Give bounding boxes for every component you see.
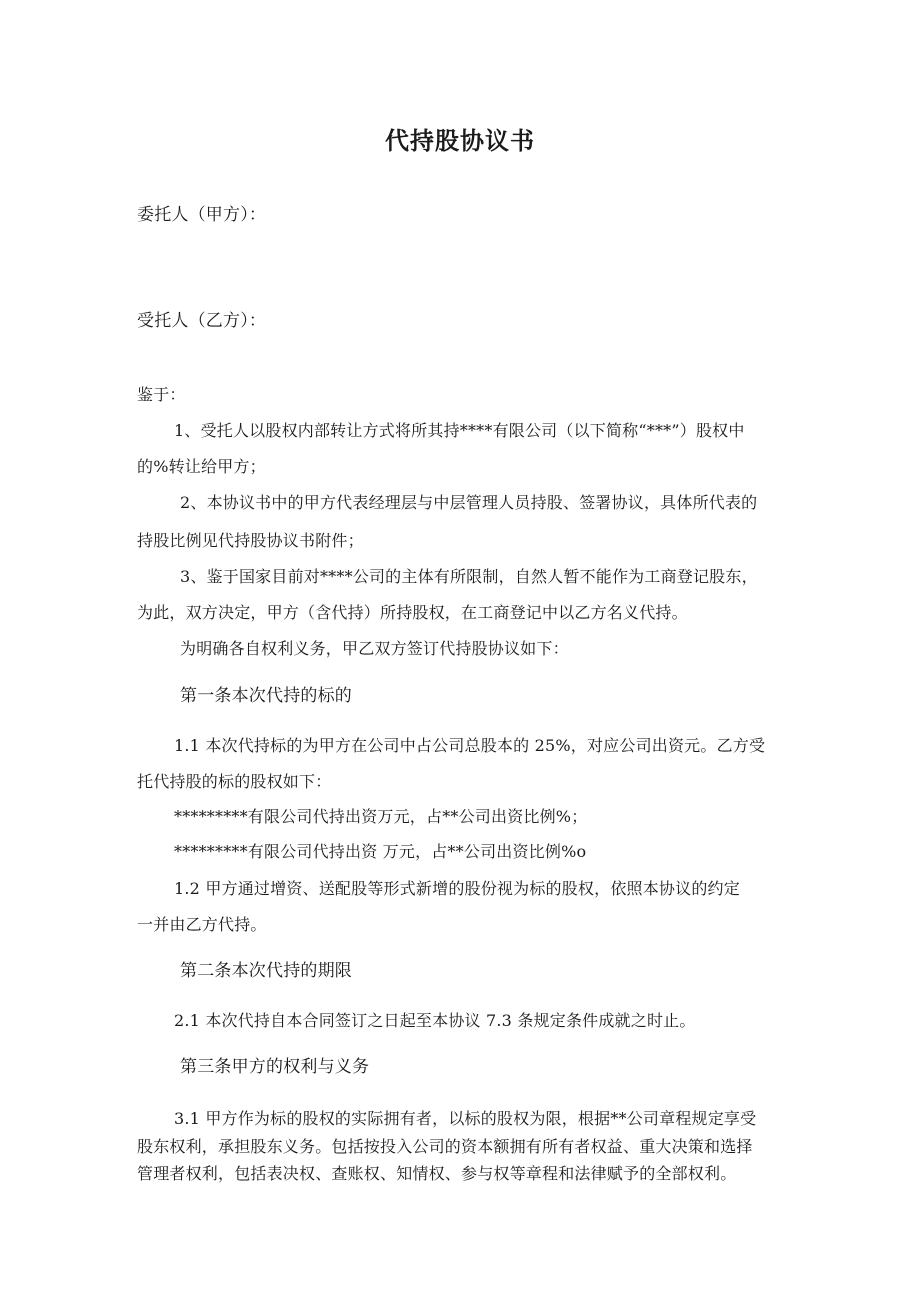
article-1-heading: 第一条本次代持的标的 [180, 686, 352, 706]
clause-3-1-line-3: 管理者权利，包括表决权、查账权、知情权、参与权等章程和法律赋予的全部权利。 [137, 1164, 737, 1183]
recital-3-line-2: 为此，双方决定，甲方（含代持）所持股权，在工商登记中以乙方名义代持。 [137, 603, 688, 622]
recital-3-line-1: 3、鉴于国家目前对****公司的主体有所限制，自然人暂不能作为工商登记股东， [180, 567, 758, 586]
clause-3-1-line-2: 股东权利，承担股东义务。包括按投入公司的资本额拥有所有者权益、重大决策和选择 [137, 1137, 753, 1156]
recital-2-line-2: 持股比例见代持股协议书附件； [137, 531, 364, 550]
recital-1-line-1: 1、受托人以股权内部转让方式将所其持****有限公司（以下简称“***”）股权中 [174, 421, 745, 440]
holding-item-2: *********有限公司代持出资 万元，占**公司出资比例%o [174, 842, 587, 861]
party-b-label: 受托人（乙方）： [137, 311, 267, 331]
holding-item-1: *********有限公司代持出资万元，占**公司出资比例%； [174, 807, 588, 826]
document-title: 代持股协议书 [385, 127, 535, 155]
clause-1-2-line-1: 1.2 甲方通过增资、送配股等形式新增的股份视为标的股权，依照本协议的约定 [174, 879, 740, 898]
article-3-heading: 第三条甲方的权利与义务 [180, 1057, 370, 1077]
recital-1-line-2: 的%转让给甲方； [137, 457, 266, 476]
clause-3-1-line-1: 3.1 甲方作为标的股权的实际拥有者，以标的股权为限，根据**公司章程规定享受 [174, 1109, 757, 1128]
whereas-label: 鉴于： [137, 385, 186, 404]
article-2-heading: 第二条本次代持的期限 [180, 961, 352, 981]
clause-1-1-line-1: 1.1 本次代持标的为甲方在公司中占公司总股本的 25%，对应公司出资元。乙方受 [174, 736, 766, 755]
recital-2-line-1: 2、本协议书中的甲方代表经理层与中层管理人员持股、签署协议，具体所代表的 [180, 493, 758, 512]
clause-1-1-line-2: 托代持股的标的股权如下： [137, 772, 332, 791]
clause-1-2-line-2: 一并由乙方代持。 [137, 915, 267, 934]
clause-2-1: 2.1 本次代持自本合同签订之日起至本协议 7.3 条规定条件成就之时止。 [174, 1011, 696, 1030]
agreement-intro: 为明确各自权利义务，甲乙双方签订代持股协议如下： [180, 639, 569, 658]
party-a-label: 委托人（甲方）： [137, 205, 267, 225]
